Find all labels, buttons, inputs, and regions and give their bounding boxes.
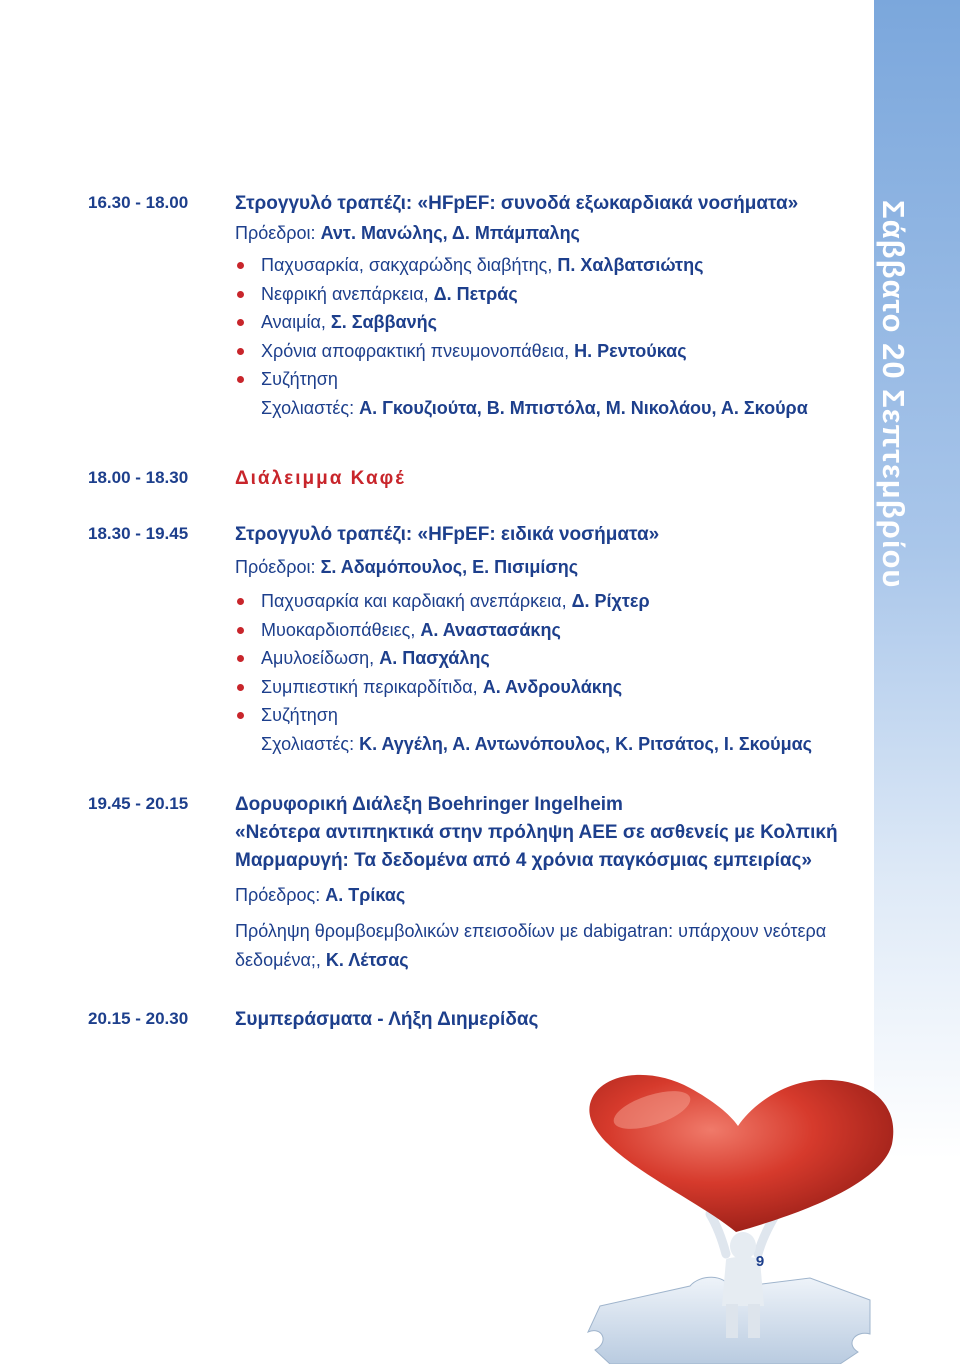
bullet-icon [237,291,244,298]
list-item [235,365,865,394]
list-item [235,673,865,702]
session-title: Στρογγυλό τραπέζι: «HFpEF: συνοδά εξωκαρδιακά νοσήματα» [235,193,799,214]
chair-name: Α. Τρίκας [325,885,406,905]
date-side-label: Σάββατο 20 Σεπτεμβρίου [876,200,911,589]
talk-speaker: Σ. Σαββανής [330,312,437,332]
session-title: Στρογγυλό τραπέζι: «HFpEF: ειδικά νοσήματα» [235,524,660,545]
bullet-icon [237,376,244,383]
lecture-title-line: Δορυφορική Διάλεξη Boehringer Ingelheim [235,794,623,815]
session-content [235,465,865,493]
bullet-icon [237,712,244,719]
list-item [235,308,865,337]
coffee-break-title: Διάλειμμα Καφέ [235,468,406,489]
chairs-label: Πρόεδροι: [235,223,316,243]
session-content [235,791,865,975]
chairs-line [235,553,865,581]
commentators-label: Σχολιαστές: [261,397,355,418]
talk-speaker: Η. Ρεντούκας [574,340,687,361]
talk-topic: Συμπιεστική περικαρδίτιδα, [261,676,478,697]
session-time: 20.15 - 20.30 [88,1009,189,1028]
list-item [235,251,865,280]
session-time: 18.00 - 18.30 [88,468,189,487]
commentators-names: Α. Γκουζιούτα, Β. Μπιστόλα, Μ. Νικολάου, Α. Σκούρα [359,397,808,418]
lecture-title-line: Μαρμαρυγή: Τα δεδομένα από 4 χρόνια παγκόσμιας εμπειρίας» [235,850,812,871]
talk-line-2 [235,946,865,975]
list-item [235,701,865,730]
bullet-icon [237,684,244,691]
session-time: 16.30 - 18.00 [88,193,189,212]
talk-speaker: Α. Αναστασάκης [420,619,561,640]
talk-topic: Παχυσαρκία και καρδιακή ανεπάρκεια, [261,591,567,611]
chairs-line [235,219,865,247]
bullet-icon [237,598,244,605]
heart-illustration [540,1074,940,1364]
session-content [235,1006,865,1034]
talk-speaker: Π. Χαλβατσιώτης [557,255,704,275]
session-time: 18.30 - 19.45 [88,524,189,543]
talk-topic: Αναιμία, [261,312,326,332]
bullet-icon [237,262,244,269]
talk-topic: Χρόνια αποφρακτική πνευμονοπάθεια, [261,340,570,361]
list-item [235,644,865,673]
bullet-icon [237,627,244,634]
talk-speaker: Α. Πασχάλης [379,648,490,668]
talk-topic: Μυοκαρδιοπάθειες, [261,619,416,640]
session-content [235,190,865,422]
commentators-line [235,394,865,423]
talk-speaker: Α. Ανδρουλάκης [482,676,623,697]
talk-topic: Αμυλοείδωση, [261,648,375,668]
talk-topic: Παχυσαρκία, σακχαρώδης διαβήτης, [261,255,553,275]
session-title: Συμπεράσματα - Λήξη Διημερίδας [235,1009,539,1030]
talk-topic: Συζήτηση [261,705,338,725]
talk-list [235,587,865,730]
commentators-names: Κ. Αγγέλη, Α. Αντωνόπουλος, Κ. Ριτσάτος, Ι. Σκούμας [359,733,813,754]
chairs-label: Πρόεδροι: [235,557,316,577]
talk-speaker: Δ. Πετράς [433,283,518,304]
talk-line-2-text: δεδομένα;, [235,950,321,970]
commentators-line [235,730,865,759]
talk-text [235,917,865,975]
list-item [235,587,865,616]
lecture-title-line: «Νεότερα αντιπηκτικά στην πρόληψη ΑΕΕ σε ασθενείς με Κολπική [235,822,838,843]
heart-shape [589,1075,893,1232]
chair-label: Πρόεδρος: [235,885,321,905]
commentators-label: Σχολιαστές: [261,733,355,754]
talk-speaker: Δ. Ρίχτερ [571,591,650,611]
talk-line-1: Πρόληψη θρομβοεμβολικών επεισοδίων με dabigatran: υπάρχουν νεότερα [235,921,827,941]
chairs-names: Αντ. Μανώλης, Δ. Μπάμπαλης [320,223,580,243]
bullet-icon [237,655,244,662]
talk-list [235,251,865,394]
session-time: 19.45 - 20.15 [88,794,189,813]
list-item [235,280,865,309]
chairs-names: Σ. Αδαμόπουλος, Ε. Πισιμίσης [320,557,579,577]
talk-topic: Νεφρική ανεπάρκεια, [261,283,429,304]
chair-line [235,881,865,909]
talk-topic: Συζήτηση [261,369,338,389]
talk-speaker: Κ. Λέτσας [325,950,409,970]
list-item [235,337,865,366]
bullet-icon [237,348,244,355]
bullet-icon [237,319,244,326]
session-content [235,521,865,758]
page-number: 9 [755,1253,765,1270]
list-item [235,616,865,645]
